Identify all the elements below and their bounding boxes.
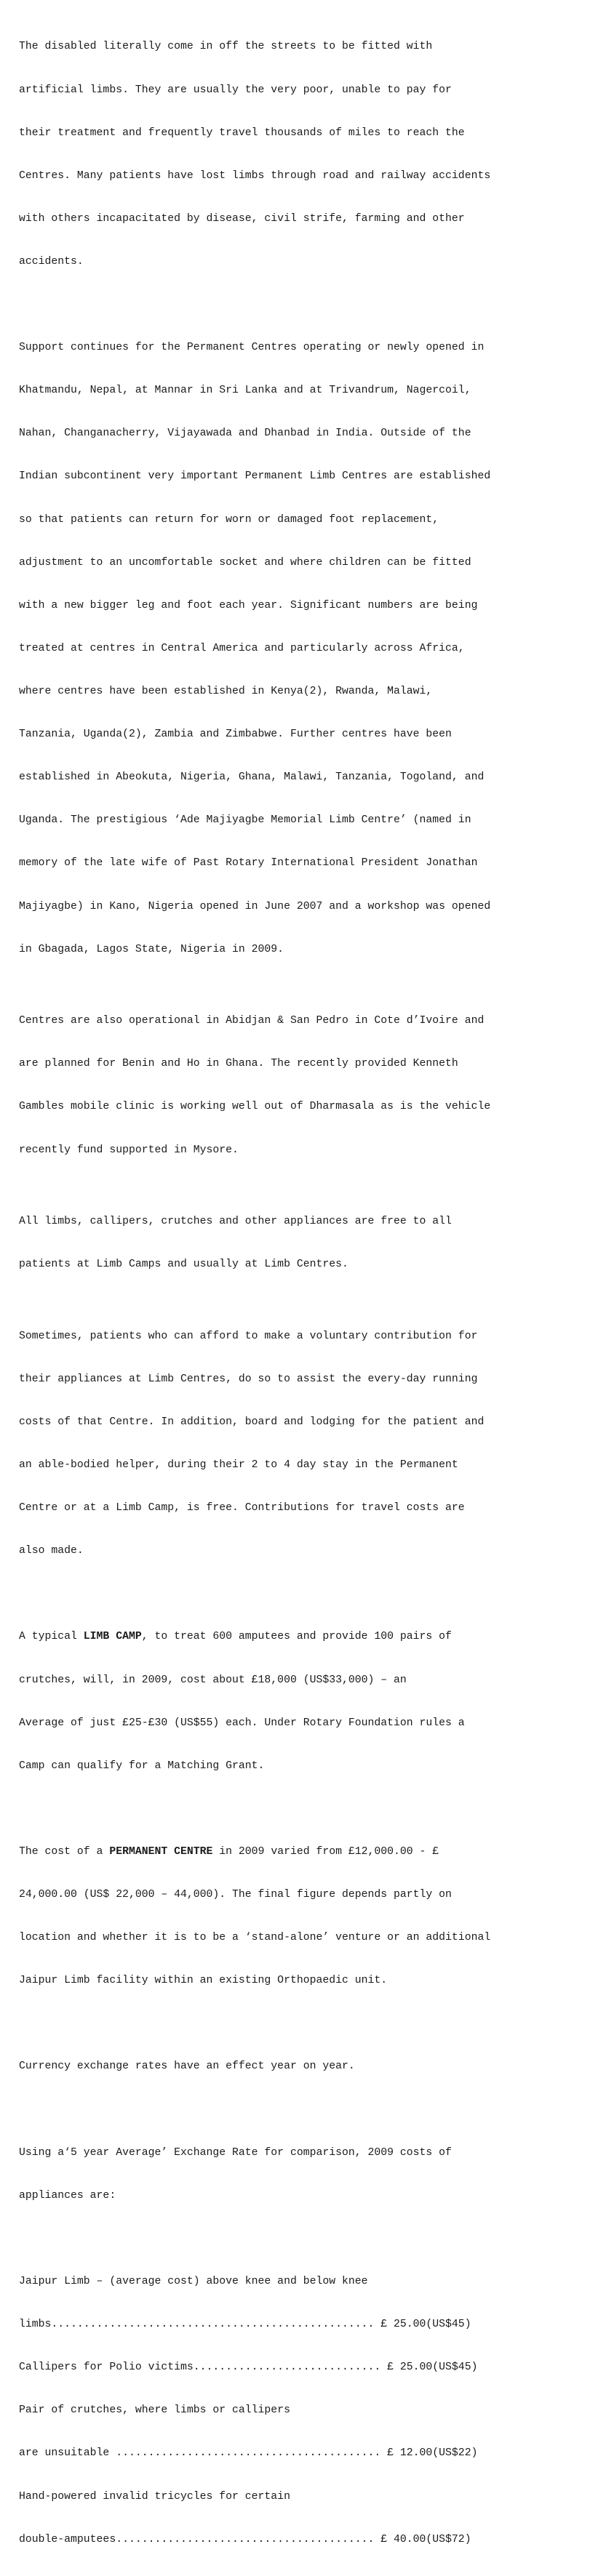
cost-line: limbs.................................................. £ 25.00(US$45) <box>19 2319 471 2331</box>
text-line: Majiyagbe) in Kano, Nigeria opened in June 2007 and a workshop was opened <box>19 900 491 912</box>
text-line: Sometimes, patients who can afford to make a voluntary contribution for <box>19 1330 478 1342</box>
text-line: The disabled literally come in off the streets to be fitted with <box>19 41 433 53</box>
text-line: patients at Limb Camps and usually at Limb Centres. <box>19 1259 348 1271</box>
cost-line: Hand-powered invalid tricycles for certain <box>19 2490 290 2503</box>
text-line: Tanzania, Uganda(2), Zambia and Zimbabwe. Further centres have been <box>19 729 452 741</box>
text-line: adjustment to an uncomfortable socket and where children can be fitted <box>19 556 471 569</box>
text-fragment: A typical <box>19 1631 84 1643</box>
text-fragment: in 2009 varied from £12,000.00 - £ <box>212 1845 439 1858</box>
text-line: Uganda. The prestigious ‘Ade Majiyagbe Memorial Limb Centre’ (named in <box>19 814 471 827</box>
text-line: Currency exchange rates have an effect year on year. <box>19 2061 355 2073</box>
cost-line: Callipers for Polio victims............................. £ 25.00(US$45) <box>19 2362 478 2374</box>
text-fragment: The cost of a <box>19 1845 110 1858</box>
text-line: Nahan, Changanacherry, Vijayawada and Dhanbad in India. Outside of the <box>19 428 471 440</box>
cost-line: are unsuitable ......................................... £ 12.00(US$22) <box>19 2447 478 2460</box>
contributions-paragraph <box>19 1301 594 1587</box>
text-line: artificial limbs. They are usually the very poor, unable to pay for <box>19 84 452 96</box>
document-page <box>19 12 594 2576</box>
text-line <box>19 1630 594 1645</box>
text-line: Gambles mobile clinic is working well out of Dharmasala as is the vehicle <box>19 1101 491 1113</box>
appliance-costs-list <box>19 2247 594 2576</box>
text-line: Average of just £25-£30 (US$55) each. Under Rotary Foundation rules a <box>19 1717 465 1729</box>
text-line <box>19 1845 594 1860</box>
text-line: costs of that Centre. In addition, board and lodging for the patient and <box>19 1416 485 1428</box>
text-line: in Gbagada, Lagos State, Nigeria in 2009. <box>19 943 284 955</box>
limb-camp-heading: LIMB CAMP <box>83 1631 142 1643</box>
text-line: Camp can qualify for a Matching Grant. <box>19 1760 265 1772</box>
permanent-centres-paragraph <box>19 313 594 986</box>
text-line: Centre or at a Limb Camp, is free. Contributions for travel costs are <box>19 1502 465 1514</box>
cost-line: Pair of crutches, where limbs or callipers <box>19 2404 290 2417</box>
text-line: an able-bodied helper, during their 2 to 4 day stay in the Permanent <box>19 1459 458 1471</box>
text-line: recently fund supported in Mysore. <box>19 1144 239 1156</box>
intro-paragraph <box>19 12 594 298</box>
text-line: appliances are: <box>19 2189 116 2202</box>
text-fragment: , to treat 600 amputees and provide 100 pairs of <box>141 1631 452 1643</box>
text-line: with others incapacitated by disease, civil strife, farming and other <box>19 212 465 225</box>
text-line: are planned for Benin and Ho in Ghana. The recently provided Kenneth <box>19 1058 458 1070</box>
text-line: their treatment and frequently travel thousands of miles to reach the <box>19 127 465 139</box>
text-line: Using a‘5 year Average’ Exchange Rate for comparison, 2009 costs of <box>19 2146 452 2159</box>
average-rate-paragraph <box>19 2117 594 2232</box>
text-line: 24,000.00 (US$ 22,000 – 44,000). The final figure depends partly on <box>19 1889 452 1901</box>
text-line: memory of the late wife of Past Rotary International President Jonathan <box>19 857 478 870</box>
text-line: Support continues for the Permanent Centres operating or newly opened in <box>19 342 485 354</box>
text-line: established in Abeokuta, Nigeria, Ghana, Malawi, Tanzania, Togoland, and <box>19 771 485 784</box>
text-line: Jaipur Limb facility within an existing Orthopaedic unit. <box>19 1975 388 1987</box>
text-line: also made. <box>19 1545 84 1557</box>
free-appliances-paragraph <box>19 1187 594 1301</box>
text-line: location and whether it is to be a ‘stand-alone’ venture or an additional <box>19 1932 491 1944</box>
cost-line: Jaipur Limb – (average cost) above knee and below knee <box>19 2276 368 2287</box>
text-line: with a new bigger leg and foot each year. Significant numbers are being <box>19 599 478 611</box>
text-line: where centres have been established in Kenya(2), Rwanda, Malawi, <box>19 686 433 698</box>
text-line: Indian subcontinent very important Permanent Limb Centres are established <box>19 470 491 483</box>
permanent-centre-paragraph <box>19 1817 594 2018</box>
text-line: Khatmandu, Nepal, at Mannar in Sri Lanka and at Trivandrum, Nagercoil, <box>19 385 471 397</box>
text-line: treated at centres in Central America and particularly across Africa, <box>19 642 465 654</box>
operational-centres-paragraph <box>19 986 594 1187</box>
permanent-centre-heading: PERMANENT CENTRE <box>109 1845 213 1858</box>
text-line: Centres are also operational in Abidjan & San Pedro in Cote d’Ivoire and <box>19 1015 485 1027</box>
exchange-rates-paragraph <box>19 2031 594 2103</box>
text-line: accidents. <box>19 255 84 268</box>
text-line: their appliances at Limb Centres, do so to assist the every-day running <box>19 1373 478 1385</box>
limb-camp-paragraph <box>19 1602 594 1802</box>
text-line: Centres. Many patients have lost limbs through road and railway accidents <box>19 169 491 182</box>
cost-line: double-amputees........................................ £ 40.00(US$72) <box>19 2533 471 2545</box>
text-line: All limbs, callipers, crutches and other appliances are free to all <box>19 1216 452 1228</box>
text-line: so that patients can return for worn or damaged foot replacement, <box>19 513 439 526</box>
text-line: crutches, will, in 2009, cost about £18,000 (US$33,000) – an <box>19 1674 407 1686</box>
